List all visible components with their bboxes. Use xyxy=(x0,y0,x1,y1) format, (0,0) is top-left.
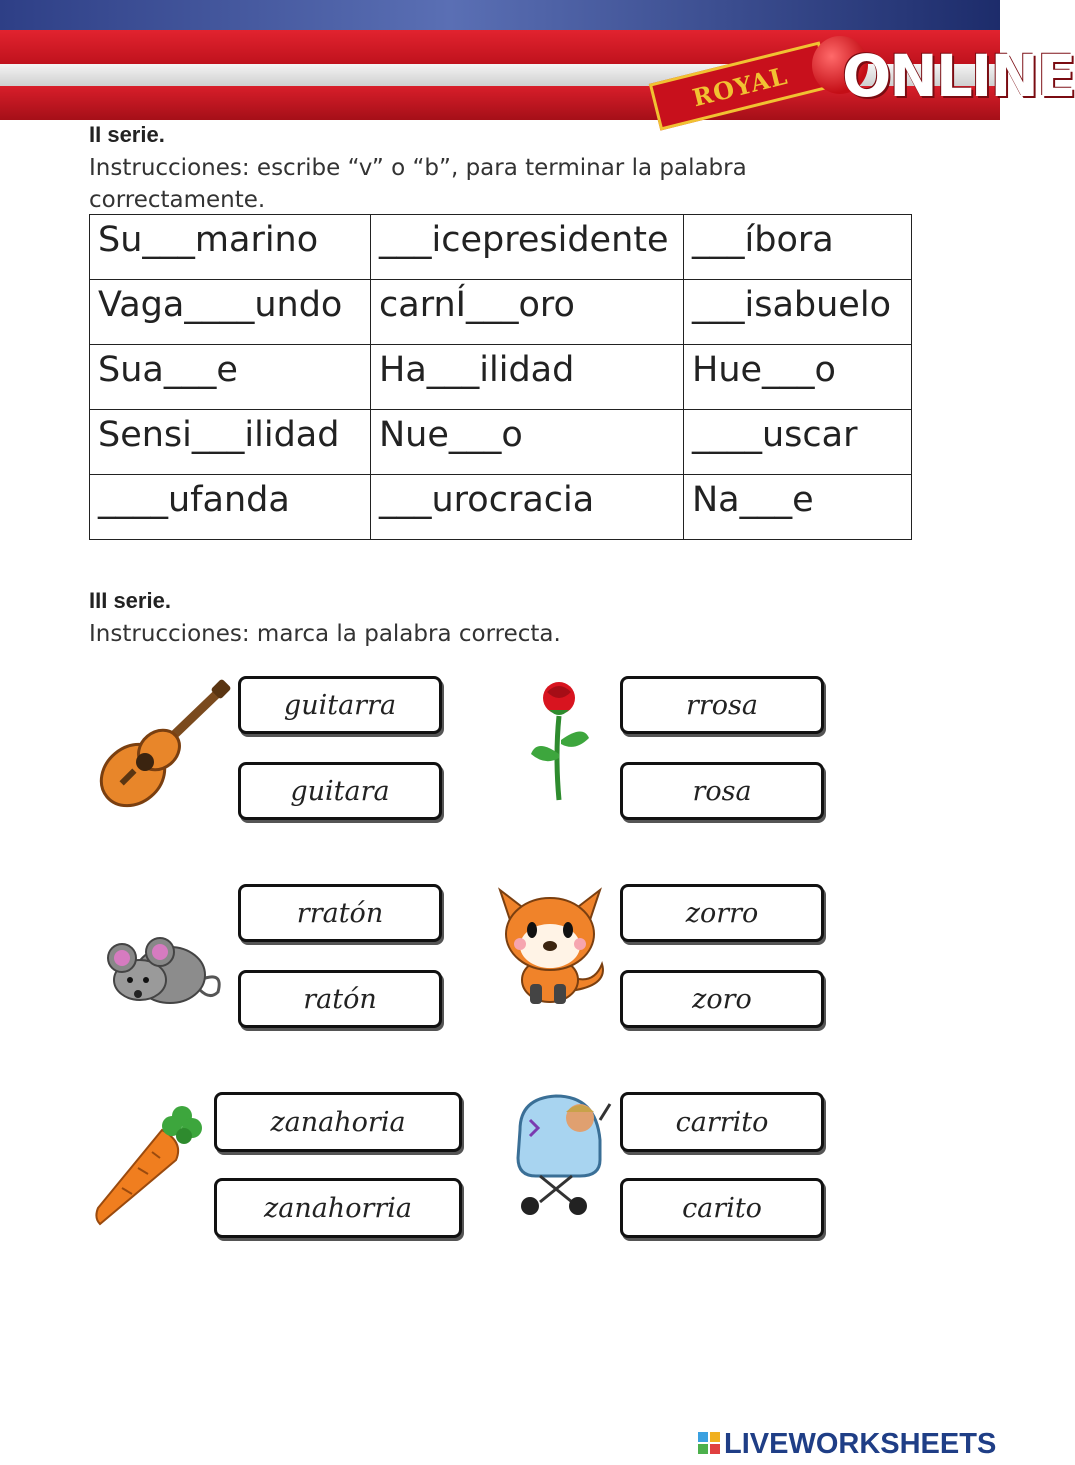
option-zorro[interactable]: zorro xyxy=(620,884,824,942)
banner-stripe-blue xyxy=(0,0,1000,30)
fox-icon xyxy=(490,880,610,1008)
table-cell[interactable]: Sensi___ilidad xyxy=(90,410,371,475)
liveworksheets-brand[interactable]: LIVEWORKSHEETS xyxy=(724,1428,997,1460)
carrot-icon xyxy=(92,1098,207,1228)
table-cell[interactable]: Sua___e xyxy=(90,345,371,410)
header-banner xyxy=(0,0,1075,120)
serie2-title: II serie. xyxy=(89,122,165,147)
royal-badge: ROYAL xyxy=(649,41,831,130)
table-cell[interactable]: carnÍ___oro xyxy=(371,280,684,345)
option-rraton[interactable]: rratón xyxy=(238,884,442,942)
table-cell[interactable]: Na___e xyxy=(684,475,912,540)
option-zoro[interactable]: zoro xyxy=(620,970,824,1028)
guitar-icon xyxy=(95,680,235,812)
mouse-icon xyxy=(100,930,230,1010)
serie3-title: III serie. xyxy=(89,588,171,613)
option-zanahorria[interactable]: zanahorria xyxy=(214,1178,462,1238)
table-cell[interactable]: ___íbora xyxy=(684,215,912,280)
option-guitara[interactable]: guitara xyxy=(238,762,442,820)
option-raton[interactable]: ratón xyxy=(238,970,442,1028)
table-row xyxy=(90,475,912,540)
option-carito[interactable]: carito xyxy=(620,1178,824,1238)
table-row xyxy=(90,410,912,475)
table-cell[interactable]: ___icepresidente xyxy=(371,215,684,280)
table-cell[interactable]: Hue___o xyxy=(684,345,912,410)
table-cell[interactable]: Ha___ilidad xyxy=(371,345,684,410)
option-zanahoria[interactable]: zanahoria xyxy=(214,1092,462,1152)
table-cell[interactable]: Nue___o xyxy=(371,410,684,475)
serie3-instructions: Instrucciones: marca la palabra correcta. xyxy=(89,621,561,647)
serie2-instructions: Instrucciones: escribe “v” o “b”, para terminar la palabra correctamente. xyxy=(89,155,747,213)
table-cell[interactable]: Vaga____undo xyxy=(90,280,371,345)
table-cell[interactable]: ___urocracia xyxy=(371,475,684,540)
option-rosa[interactable]: rosa xyxy=(620,762,824,820)
table-row xyxy=(90,345,912,410)
table-row xyxy=(90,215,912,280)
rose-icon xyxy=(525,676,595,804)
table-cell[interactable]: ____ufanda xyxy=(90,475,371,540)
online-logo: ONLINE xyxy=(842,42,1075,110)
liveworksheets-logo-icon xyxy=(698,1432,720,1454)
option-carrito[interactable]: carrito xyxy=(620,1092,824,1152)
stroller-icon xyxy=(500,1090,612,1220)
table-cell[interactable]: ___isabuelo xyxy=(684,280,912,345)
word-table xyxy=(89,214,912,540)
option-rrosa[interactable]: rrosa xyxy=(620,676,824,734)
table-cell[interactable]: Su___marino xyxy=(90,215,371,280)
option-guitarra[interactable]: guitarra xyxy=(238,676,442,734)
table-row xyxy=(90,280,912,345)
table-cell[interactable]: ____uscar xyxy=(684,410,912,475)
